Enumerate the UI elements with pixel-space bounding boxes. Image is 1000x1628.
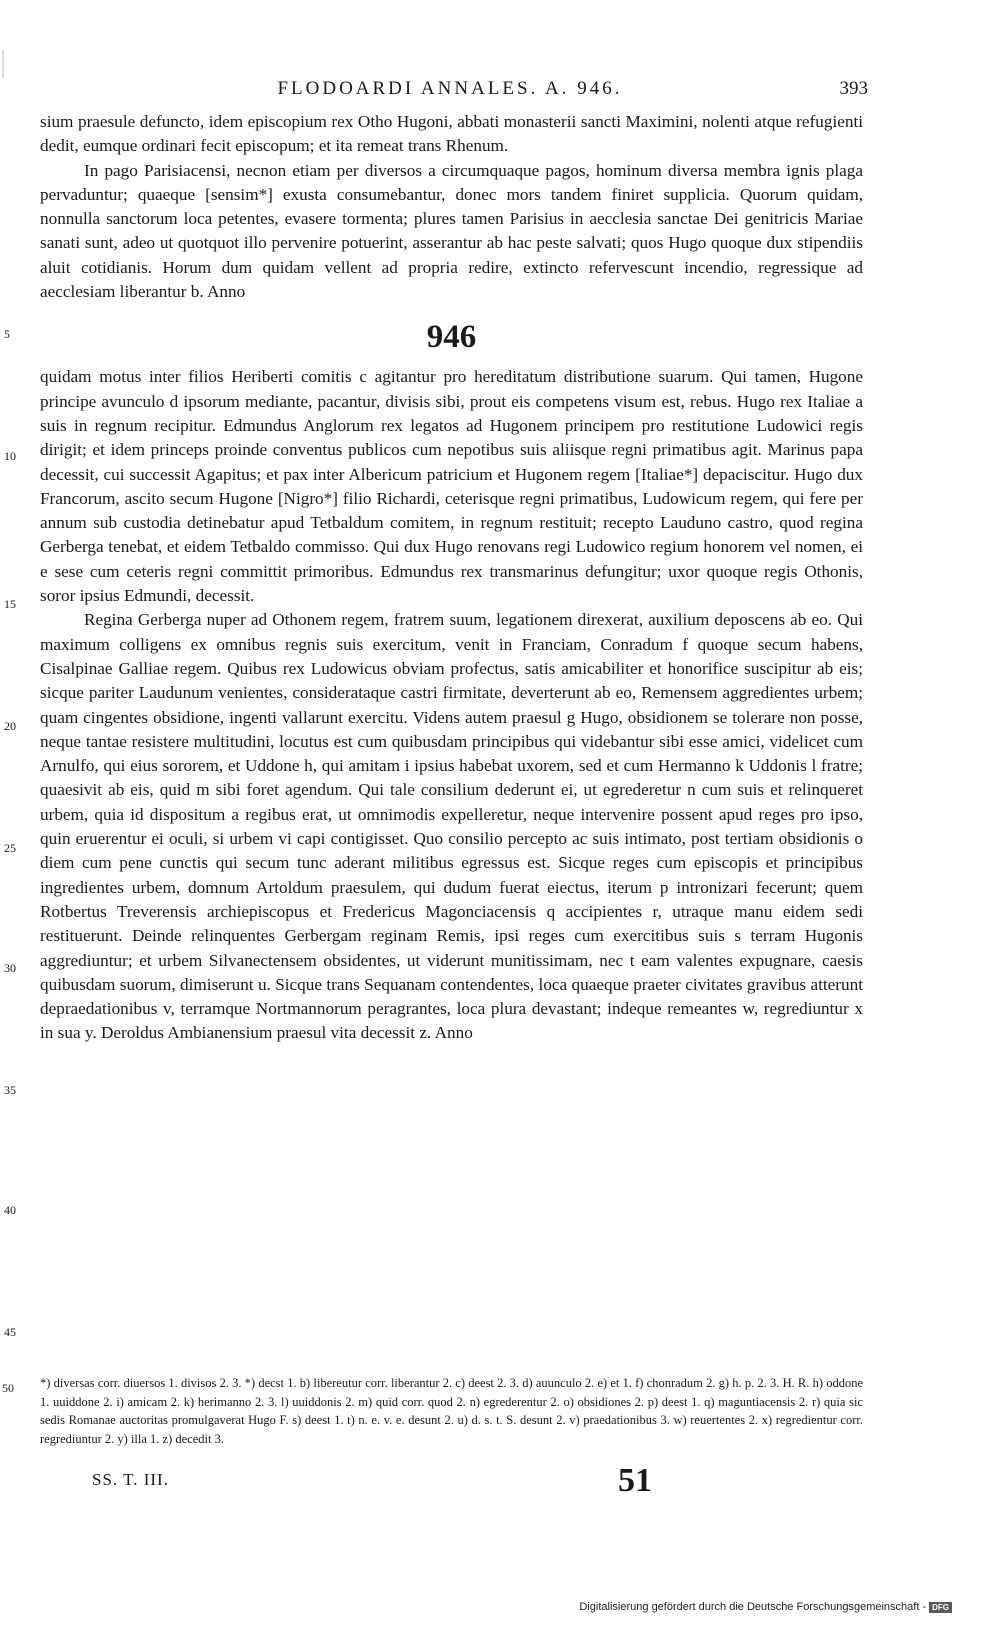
year-heading: 946 (426, 319, 477, 356)
paragraph: quidam motus inter filios Heriberti comitis c agitantur pro hereditatum distributione suarum. Qui tamen, Hugone principe avunculo d ipsorum mediante, pacantur, divisis sibi, prout eis competens visum est, rebus. Hugo rex Italiae a suis in regnum recipitur. Edmundus Anglorum rex legatos ad Hugonem principem pro restitutione Ludowici regis dirigit; et idem princeps proinde conventus publicos cum nepotibus suis aliisque regni primatibus agit. Marinus papa decessit, cui successit Agapitus; et pax inter Albericum patricium et Hugonem regem [Italiae*] depaciscitur. Hugo dux Francorum, ascito secum Hugone [Nigro*] filio Richardi, ceterisque regni primatibus, Ludowicum regem, qui fere per annum sub custodia detinebatur apud Tetbaldum comitem, in regnum restituit; recepto Lauduno castro, quod regina Gerberga tenebat, et eidem Tetbaldo commisso. Qui dux Hugo renovans regi Ludowico regium honorem vel nomen, ei e sese cum ceteris regni committit primoribus. Edmundus rex transmarinus defungitur; uxor quoque regis Othonis, soror ipsius Edmundi, decessit. (40, 367, 863, 606)
digitization-credit (579, 1601, 952, 1613)
margin-mark (2, 50, 4, 78)
body-text (4, 110, 863, 1339)
line-number: 45 (4, 1325, 16, 1339)
page-number: 393 (839, 78, 868, 99)
line-number: 15 (4, 597, 16, 611)
signature: SS. T. III. (92, 1470, 169, 1489)
sheet-number: 51 (618, 1462, 652, 1499)
footnotes: *) diversas corr. diuersos 1. divisos 2. 3. *) decst 1. b) libereutur corr. liberantur 2. c) deest 2. 3. d) auunculo 2. e) et 1. f) chonradum 2. g) h. p. 2. 3. H. R. h) oddone 1. uuiddone 2. i) amicam 2. k) herimanno 2. 3. l) uuiddonis 2. m) quid corr. quod 2. n) egrederentur 2. o) obsidiones 2. p) deest 1. q) maguntiacensis 2. r) quia sic sedis Romanae auctoritas promulgaverat Hugo F. s) deest 1. t) n. e. v. e. desunt 2. u) d. s. t. S. desunt 2. v) praedationibus 3. w) reuertentes 2. x) regredientur corr. regrediuntur 2. y) illa 1. z) decedit 3. (40, 1376, 863, 1446)
line-number: 5 (4, 327, 10, 341)
credit-text: Digitalisierung gefördert durch die Deutsche Forschungsgemeinschaft - (579, 1601, 927, 1613)
paragraph: In pago Parisiacensi, necnon etiam per diversos a circumquaque pagos, hominum diversa membra ignis plaga pervaduntur; quaeque [sensim*] exusta consumebantur, donec mors tandem finiret supplicia. Quorum quidam, nonnulla sanctorum loca petentes, evasere tormenta; plures tamen Parisius in aecclesia sanctae Dei genitricis Mariae sanati sunt, adeo ut quotquot illo pervenire potuerint, asserantur ab hac peste salvati; quos Hugo quoque dux stipendiis aluit cotidianis. Horum dum quidam vellent ad propria redire, extincto refervescunt incendio, regressique ad aecclesiam liberantur b. Anno (40, 160, 863, 302)
line-number: 30 (4, 961, 16, 975)
line-number: 35 (4, 1083, 16, 1097)
paragraph: Regina Gerberga nuper ad Othonem regem, fratrem suum, legationem direxerat, auxilium deposcens ab eo. Qui maximum colligens ex omnibus regnis suis exercitum, venit in Franciam, Conradum f quoque secum habens, Cisalpinae Galliae regem. Quibus rex Ludowicus obviam profectus, satis amicabiliter et honorifice suscipitur ab eis; sicque pariter Laudunum venientes, considerataque castri firmitate, deverterunt ab eo, Remensem aggredientes urbem; quam cingentes obsidione, ingenti vallarunt exercitu. Videns autem praesul g Hugo, obsidionem se tolerare non posse, neque tantae resistere multitudini, locutus est cum quibusdam principibus qui videbantur sibi esse amici, videlicet cum Arnulfo, qui eius sororem, et Uddone h, qui amitam i ipsius habebat uxorem, sed et cum Hermanno k Uddonis l fratre; quaesivit ab eis, quid m sibi foret agendum. Qui tale consilium dederunt ei, ut egrederetur n cum suis et relinqueret urbem, quia id dispositum a regibus erat, ut omnimodis expelleretur, neque intervenire possent apud reges pro ipso, quin eruerentur ei oculi, si urbem vi capi contigisset. Quo consilio percepto ac suis intimato, post tertiam obsidionis o diem cum pene cunctis qui secum tunc aderant militibus egressus est. Sicque reges cum episcopis et principibus ingredientes urbem, domnum Artoldum praesulem, qui dudum fuerat eiectus, iterum p intronizari fecerunt; quem Rotbertus Treverensis archiepiscopus et Fredericus Magonciacensis q accipientes r, utraque manu eidem sedi restituerunt. Deinde relinquentes Gerbergam reginam Remis, ipsi reges cum exercitibus suis s terram Hugonis aggrediuntur; et urbem Silvanectensem obsidentes, ut viderunt munitissimam, nec t eam valentes expugnare, caesis quibusdam suorum, dimiserunt u. Sicque trans Sequanam contendentes, loca quaeque praeter civitates gravibus atterunt depraedationibus v, terramque Nortmannorum peragrantes, loca plura devastant; indeque remeantes w, regrediuntur x in sua y. Deroldus Ambianensium praesul vita decessit z. Anno (40, 610, 863, 1043)
dfg-logo-icon: DFG (929, 1602, 952, 1613)
running-head: FLODOARDI ANNALES. A. 946. (277, 78, 623, 99)
line-number: 20 (4, 719, 16, 733)
line-number: 40 (4, 1203, 16, 1217)
line-number: 25 (4, 841, 16, 855)
line-number: 10 (4, 449, 16, 463)
line-number: 50 (2, 1381, 14, 1395)
paragraph: sium praesule defuncto, idem episcopium rex Otho Hugoni, abbati monasterii sancti Maximini, nolenti atque refugienti dedit, eumque ordinari fecit episcopum; et ita remeat trans Rhenum. (40, 112, 863, 156)
